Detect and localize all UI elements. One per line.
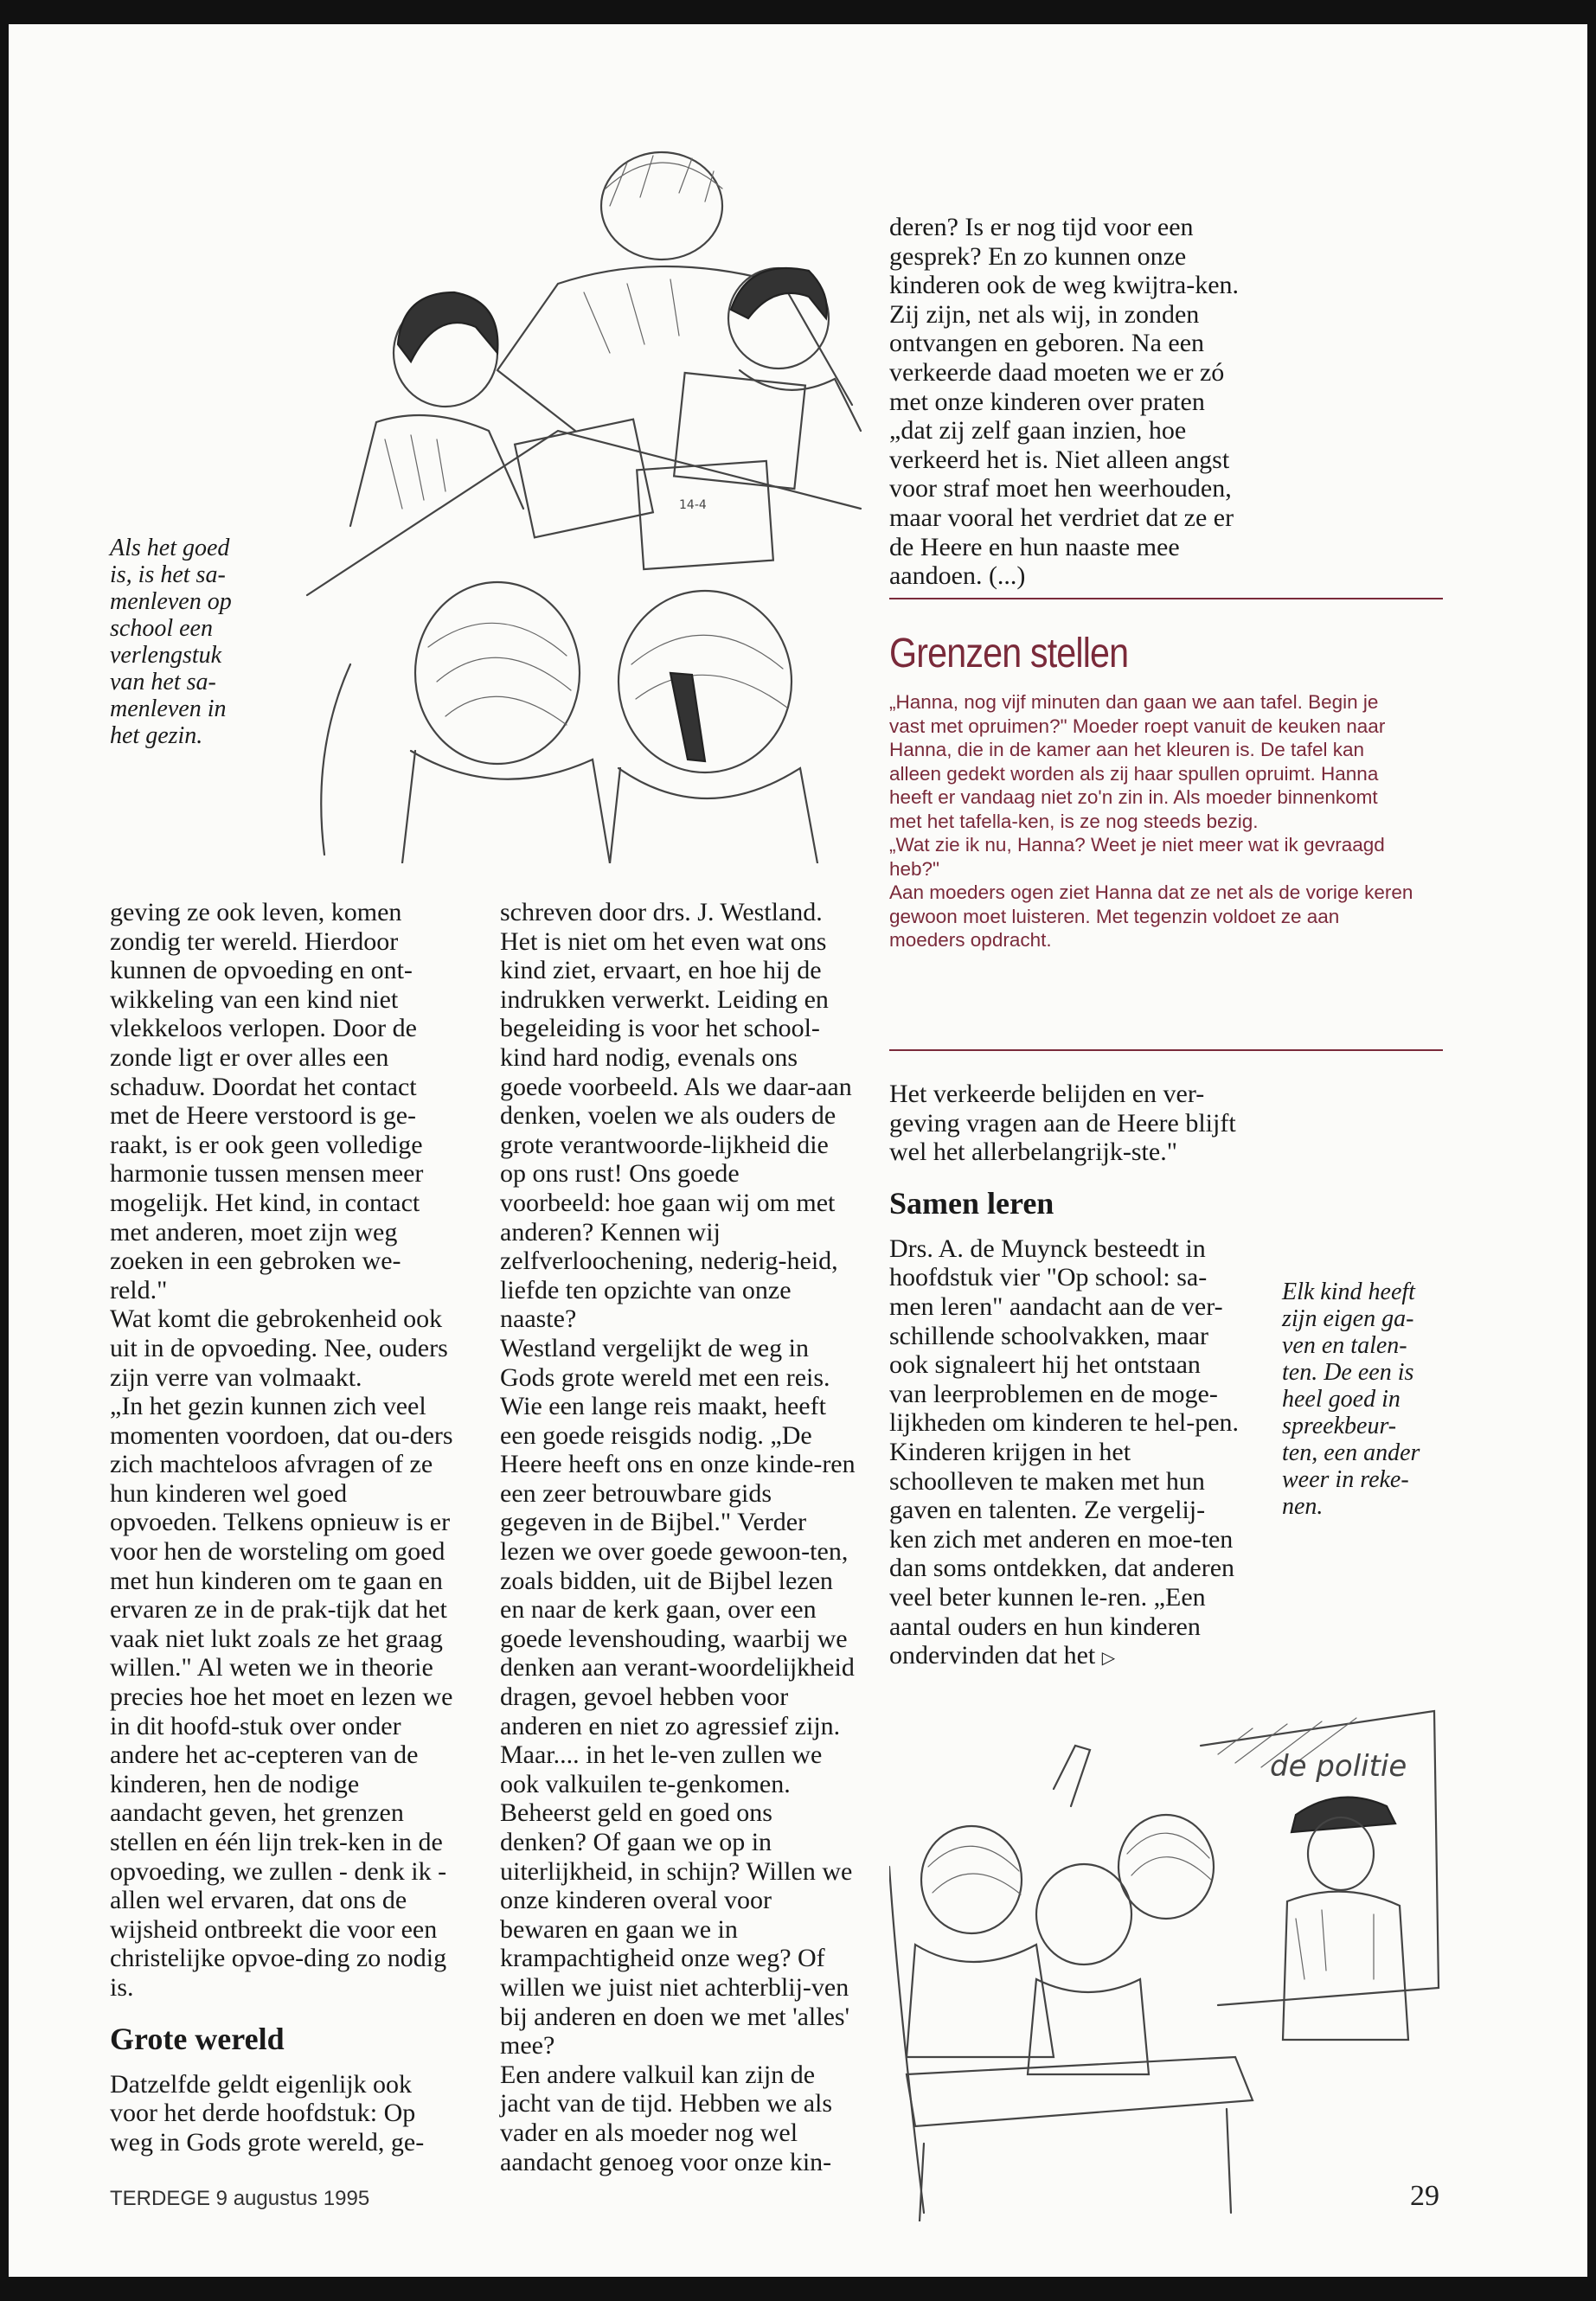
- col2-paragraph: Een andere valkuil kan zijn de jacht van de tijd. Hebben we als vader en als moeder nog wel aandacht genoeg voor onze kin-: [500, 2060, 833, 2176]
- child-back-head: [1118, 1815, 1214, 1919]
- raised-arm: [1054, 1746, 1090, 1806]
- child-left-head: [921, 1826, 1022, 1933]
- child-middle-head: [1036, 1864, 1131, 1965]
- column-3-bottom: [889, 1080, 1240, 1674]
- child-front-left-head: [415, 582, 580, 764]
- col1-paragraph: Wat komt die gebrokenheid ook uit in de opvoeding. Nee, ouders zijn verre van volmaakt.: [110, 1304, 448, 1392]
- sidebar-top-rule: [889, 598, 1443, 599]
- column-1: [110, 898, 456, 2157]
- sidebar-paragraph: „Hanna, nog vijf minuten dan gaan we aan tafel. Begin je vast met opruimen?" Moeder roept vanuit de keuken naar Hanna, die in de kamer aan het kleuren is. De tafel kan alleen gedekt worden als zij haar spullen opruimt. Hanna heeft er vandaag niet zo'n zin in. Als moeder binnenkomt met het tafella-ken, is ze nog steeds bezig.: [889, 691, 1386, 832]
- page-number: 29: [1410, 2180, 1439, 2212]
- col3-paragraph: Het verkeerde belijden en ver-geving vragen aan de Heere blijft wel het allerbelangrijk-ste.": [889, 1080, 1236, 1167]
- sidebar-paragraph: „Wat zie ik nu, Hanna? Weet je niet meer wat ik gevraagd heb?": [889, 834, 1385, 880]
- table-outline: [307, 431, 861, 595]
- sidebar-bottom-rule: [889, 1049, 1443, 1051]
- blackboard-text: de politie: [1270, 1749, 1407, 1784]
- paper-sheet-numbered: [637, 461, 773, 569]
- heading-samen-leren: Samen leren: [889, 1185, 1054, 1221]
- bottom-illustration: [889, 1694, 1443, 2221]
- sheet-number: 14-4: [679, 498, 707, 512]
- top-illustration: [298, 145, 904, 863]
- col1-paragraph: geving ze ook leven, komen zondig ter wereld. Hierdoor kunnen de opvoeding en ont-wikkeling van een kind niet vlekkeloos verlopen. Door de zonde ligt er over alles een schaduw. Doordat het contact met de Heere verstoord is ge-raakt, is er ook geen volledige harmonie tussen mensen meer mogelijk. Het kind, in contact met anderen, moet zijn weg zoeken in een gebroken we-reld.": [110, 898, 424, 1304]
- column-3-top: [889, 213, 1244, 591]
- sidebar-paragraph: Aan moeders ogen ziet Hanna dat ze net als de vorige keren gewoon moet luisteren. Met tegenzin voldoet ze aan moeders opdracht.: [889, 881, 1413, 951]
- child-front-right-head: [619, 591, 792, 772]
- sidebar-title: Grenzen stellen: [889, 631, 1129, 676]
- magazine-page: [9, 24, 1587, 2277]
- footer-publication: TERDEGE 9 augustus 1995: [110, 2187, 370, 2210]
- right-caption: Elk kind heeft zijn eigen ga- ven en talen- ten. De een is heel goed in spreekbeur- ten, een ander weer in reke- nen.: [1282, 1279, 1420, 1520]
- officer-cap: [1292, 1798, 1395, 1832]
- col2-paragraph: schreven door drs. J. Westland. Het is niet om het even wat ons kind ziet, ervaart, en hoe hij de indrukken verwerkt. Leiding en begeleiding is voor het school-kind hard nodig, evenals ons goede voorbeeld. Als we daar-aan denken, voelen we als ouders de grote verantwoorde-lijkheid die op ons rust! Ons goede voorbeeld: hoe gaan wij om met anderen? Kennen wij zelfverloochening, nederig-heid, liefde ten opzichte van onze naaste?: [500, 898, 852, 1334]
- col1-paragraph: „In het gezin kunnen zich veel momenten voordoen, dat ou-ders zich machteloos afvragen of ze hun kinderen wel goed opvoeden. Telkens opnieuw is er voor hen de worsteling om goed met hun kinderen om te gaan en ervaren ze in de prak-tijk dat het vaak niet lukt zoals ze het graag willen." Al weten we in theorie precies hoe het moet en lezen we in dit hoofd-stuk over onder andere het ac-cepteren van de kinderen, hen de nodige aandacht geven, het grenzen stellen en één lijn trek-ken in de opvoeding, we zullen - denk ik - allen wel ervaren, dat ons de wijsheid ontbreekt die voor een christelijke opvoe-ding zo nodig is.: [110, 1392, 453, 2002]
- continue-arrow-icon: ▷: [1101, 1649, 1116, 1669]
- sidebar-body: [889, 690, 1415, 952]
- col3-paragraph: deren? Is er nog tijd voor een gesprek? En zo kunnen onze kinderen ook de weg kwijtra-ken. Zij zijn, net als wij, in zonden ontvangen en geboren. Na een verkeerde daad moeten we er zó met onze kinderen over praten „dat zij zelf gaan inzien, hoe verkeerd het is. Niet alleen angst voor straf moet hen weerhouden, maar vooral het verdriet dat ze er de Heere en hun naaste mee aandoen. (...): [889, 213, 1240, 591]
- col3-paragraph: Drs. A. de Muynck besteedt in hoofdstuk vier "Op school: sa-men leren" aandacht aan de ver-schillende schoolvakken, maar ook signaleert hij het ontstaan van leerproblemen en de moge-lijkheden om kinderen te hel-pen. Kinderen krijgen in het schoolleven te maken met hun gaven en talenten. Ze vergelij-ken zich met anderen en moe-ten dan soms ontdekken, dat anderen veel beter kunnen le-ren. „Een aantal ouders en hun kinderen ondervinden dat het ▷: [889, 1234, 1240, 1670]
- top-caption: Als het goed is, is het sa- menleven op school een verlengstuk van het sa- menleven in het gezin.: [110, 535, 232, 749]
- col1-paragraph: Datzelfde geldt eigenlijk ook voor het derde hoofdstuk: Op weg in Gods grote wereld, ge-: [110, 2069, 425, 2157]
- column-2: [500, 898, 856, 2176]
- adult-head: [601, 152, 722, 260]
- heading-grote-wereld: Grote wereld: [110, 2021, 285, 2056]
- col2-paragraph: Westland vergelijkt de weg in Gods grote wereld met een reis. Wie een lange reis maakt, heeft een goede reisgids nodig. „De Heere heeft ons en onze kinde-ren een zeer betrouwbare gids gegeven in de Bijbel." Verder lezen we over goede gewoon-ten, zoals bidden, uit de Bijbel lezen en naar de kerk gaan, over een goede levenshouding, waarbij we denken aan verant-woordelijkheid dragen, gevoel hebben voor anderen en niet zo agressief zijn. Maar.... in het le-ven zullen we ook valkuilen te-genkomen. Beheerst geld en goed ons denken? Of gaan we op in uiterlijkheid, in schijn? Willen we onze kinderen overal voor bewaren en gaan we in krampachtigheid onze weg? Of willen we juist niet achterblij-ven bij anderen en doen we met 'alles' mee?: [500, 1333, 856, 2061]
